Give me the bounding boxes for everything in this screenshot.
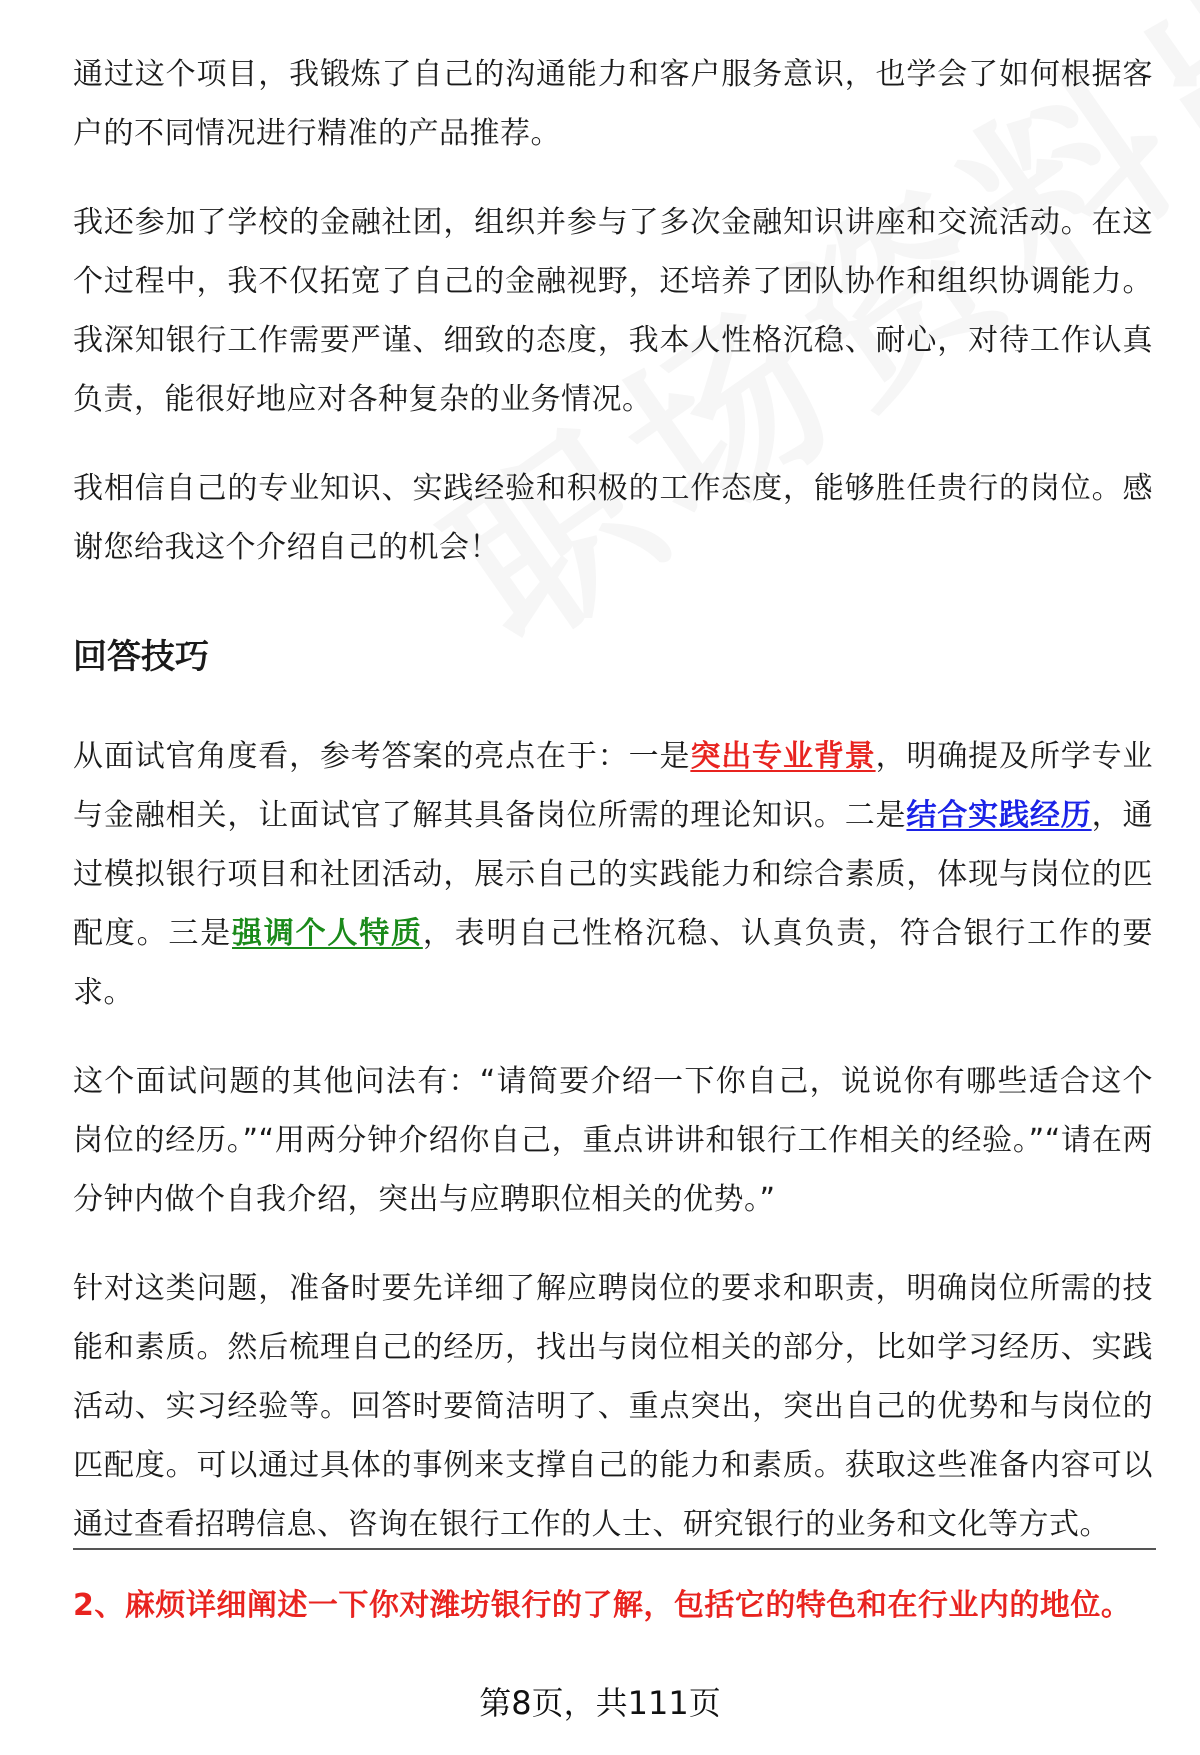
highlight-professional-background: 突出专业背景 (690, 739, 876, 774)
tips-text-c: ，通过模拟银行项目和社团活动，展示自己的实践能力和综合素质，体现与岗位的匹配度。三是 (73, 798, 1154, 951)
document-body (73, 45, 1153, 1584)
section-title: 回答技巧 (73, 637, 209, 677)
tips-text-b: ，明确提及所学专业与金融相关，让面试官了解其具备岗位所需的理论知识。二是 (73, 739, 1154, 833)
paragraph-project: 通过这个项目，我锻炼了自己的沟通能力和客户服务意识，也学会了如何根据客户的不同情况进行精准的产品推荐。 (73, 57, 1153, 151)
highlight-practical-experience: 结合实践经历 (906, 798, 1092, 833)
tips-text-d: ，表明自己性格沉稳、认真负责，符合银行工作的要求。 (73, 916, 1154, 1010)
highlight-personal-traits: 强调个人特质 (232, 916, 423, 951)
next-question-heading: 2、麻烦详细阐述一下你对潍坊银行的了解，包括它的特色和在行业内的地位。 (73, 1588, 1132, 1623)
paragraph-club: 我还参加了学校的金融社团，组织并参与了多次金融知识讲座和交流活动。在这个过程中，我不仅拓宽了自己的金融视野，还培养了团队协作和组织协调能力。我深知银行工作需要严谨、细致的态度，我本人性格沉稳、耐心，对待工作认真负责，能很好地应对各种复杂的业务情况。 (73, 205, 1153, 417)
page-number: 第8页，共111页 (479, 1684, 721, 1722)
tips-text-a: 从面试官角度看，参考答案的亮点在于：一是 (73, 739, 691, 774)
paragraph-highlights (73, 727, 1153, 1022)
divider (73, 1548, 1156, 1550)
paragraph-preparation: 针对这类问题，准备时要先详细了解应聘岗位的要求和职责，明确岗位所需的技能和素质。然后梳理自己的经历，找出与岗位相关的部分，比如学习经历、实践活动、实习经验等。回答时要简洁明了、重点突出，突出自己的优势和与岗位的匹配度。可以通过具体的事例来支撑自己的能力和素质。获取这些准备内容可以通过查看招聘信息、咨询在银行工作的人士、研究银行的业务和文化等方式。 (73, 1271, 1153, 1542)
paragraph-closing: 我相信自己的专业知识、实践经验和积极的工作态度，能够胜任贵行的岗位。感谢您给我这个介绍自己的机会！ (73, 471, 1153, 565)
paragraph-alternatives: 这个面试问题的其他问法有：“请简要介绍一下你自己，说说你有哪些适合这个岗位的经历。”“用两分钟介绍你自己，重点讲讲和银行工作相关的经验。”“请在两分钟内做个自我介绍，突出与应聘职位相关的优势。” (73, 1064, 1153, 1217)
